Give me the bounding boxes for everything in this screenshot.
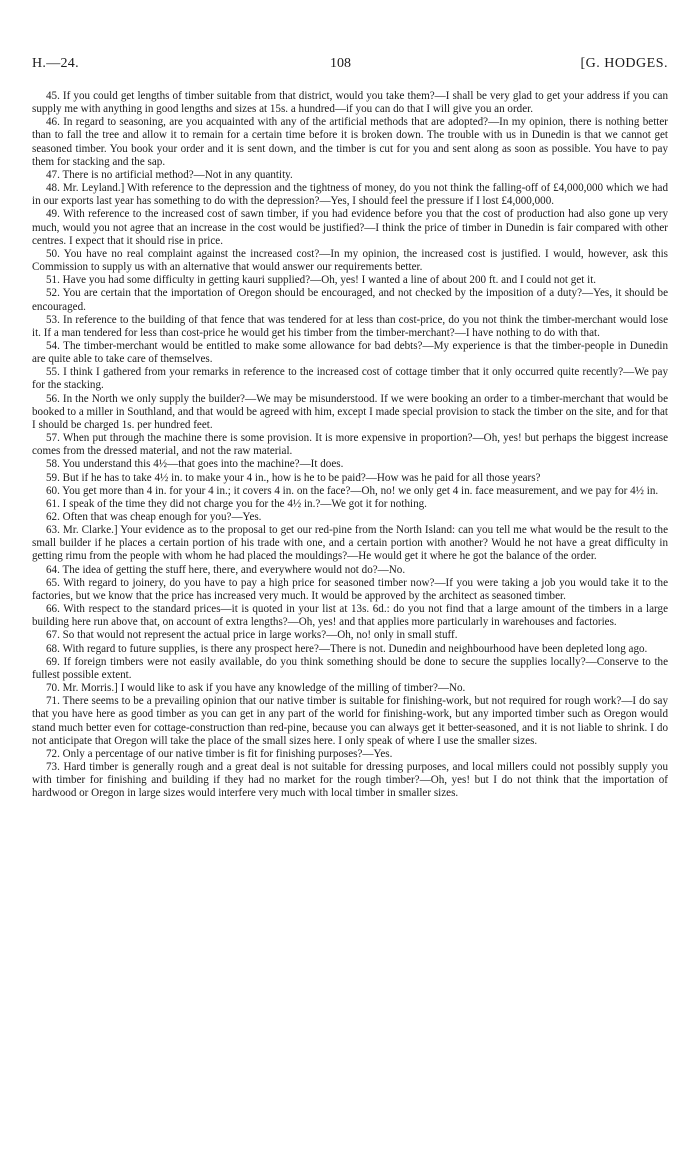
paragraph-58: 58. You understand this 4½—that goes into the machine?—It does.: [46, 458, 344, 471]
page-number: 108: [330, 56, 351, 71]
paragraph-70: 70. Mr. Morris.] I would like to ask if you have any knowledge of the milling of timber?—No.: [46, 682, 466, 695]
paragraph-62: 62. Often that was cheap enough for you?—Yes.: [46, 511, 262, 523]
evidence-body: [32, 90, 668, 800]
witness-name: [G. HODGES.: [580, 56, 668, 71]
document-page: [32, 56, 668, 800]
document-reference: H.—24.: [32, 56, 79, 71]
paragraph-55: 55. I think I gathered from your remarks in reference to the increased cost of cottage timber that it only occurred quite recently?—We pay for the stacking.: [32, 366, 668, 392]
page-header: [32, 56, 668, 82]
paragraph-45: 45. If you could get lengths of timber suitable from that district, would you take them?—I shall be very glad to get your address if you can supply me with anything in good lengths and sizes at 15s. a hundred—if you can do that I will give you an order.: [32, 90, 668, 116]
paragraph-66: 66. With respect to the standard prices—it is quoted in your list at 13s. 6d.: do you not find that a large amount of the timbers in a large building here run above that, on account of extra lengths?—Oh, yes! and that applies more particularly in warehouses and factories.: [32, 603, 668, 629]
paragraph-54: 54. The timber-merchant would be entitled to make some allowance for bad debts?—My experience is that the timber-people in Dunedin are quite able to take care of themselves.: [32, 339, 668, 366]
paragraph-73: 73. Hard timber is generally rough and a great deal is not suitable for dressing purposes, and local millers could not possibly supply you with timber for finishing and building if they had no market for the rough timber?—Oh, yes! but I do not think that the importation of hardwood or Oregon in large sizes would interfere very much with local timber in smaller sizes.: [32, 760, 668, 800]
paragraph-65: 65. With regard to joinery, do you have to pay a high price for seasoned timber now?—If you were taking a job you would take it to the factories, but we know that the price has increased very much. It would be approved by the architect as seasoned timber.: [32, 576, 668, 602]
paragraph-50: 50. You have no real complaint against the increased cost?—In my opinion, the increased cost is justified. I would, however, ask this Commission to supply us with an alternative that would answer our requirements better.: [32, 247, 668, 274]
paragraph-67: 67. So that would not represent the actual price in large works?—Oh, no! only in small stuff.: [46, 629, 458, 642]
paragraph-51: 51. Have you had some difficulty in getting kauri supplied?—Oh, yes! I wanted a line of about 200 ft. and I could not get it.: [46, 274, 597, 287]
paragraph-57: 57. When put through the machine there is some provision. It is more expensive in proportion?—Oh, yes! but perhaps the biggest increase comes from the dressed material, and not the raw material.: [32, 432, 668, 458]
paragraph-46: 46. In regard to seasoning, are you acquainted with any of the artificial methods that are adopted?—In my opinion, there is nothing better than to fall the tree and allow it to remain for a certain time before it is broken down. The trouble with us in Dunedin is that we cannot get seasoned timber. You book your order and it is sent down, and the timber is cut for you and sent along as soon as possible. You have to pay them for stacking and the sap.: [32, 116, 668, 168]
paragraph-72: 72. Only a percentage of our native timber is fit for finishing purposes?—Yes.: [46, 747, 393, 760]
paragraph-48: 48. Mr. Leyland.] With reference to the depression and the tightness of money, do you not think the falling-off of £4,000,000 which we had in our exports last year has something to do with the depression?—Yes, I should feel the pressure if I lost £4,000,000.: [32, 182, 668, 208]
paragraph-49: 49. With reference to the increased cost of sawn timber, if you had evidence before you that the cost of production had also gone up very much, would you not agree that an increase in the cost would be justified?—I think the price of timber in Dunedin is fair compared with other centres. I expect that it should rise in price.: [32, 208, 668, 247]
paragraph-52: 52. You are certain that the importation of Oregon should be encouraged, and not checked by the imposition of a duty?—Yes, it should be encouraged.: [32, 287, 668, 313]
paragraph-71: 71. There seems to be a prevailing opinion that our native timber is suitable for finishing-work, but not required for rough work?—I do say that you have here as good timber as you can get in any part of the world for finishing-work, but any imported timber such as Oregon would stand much better even for cottage-construction than red-pine, because you can always get it better-seasoned, and it is not liable to shrink. I do not anticipate that Oregon will take the place of the small sizes here. I only speak of where I use the smaller sizes.: [32, 695, 668, 747]
paragraph-53: 53. In reference to the building of that fence that was tendered for at less than cost-price, do you not think the timber-merchant would lose it. If a man tendered for less than cost-price he would get his timber from the timber-merchant?—I have nothing to do with that.: [32, 313, 668, 339]
paragraph-47: 47. There is no artificial method?—Not in any quantity.: [46, 168, 293, 181]
paragraph-68: 68. With regard to future supplies, is there any prospect here?—There is not. Dunedin and neighbourhood have been depleted long ago.: [46, 642, 648, 655]
paragraph-59: 59. But if he has to take 4½ in. to make your 4 in., how is he to be paid?—How was he paid for all those years?: [46, 471, 541, 484]
paragraph-60: 60. You get more than 4 in. for your 4 in.; it covers 4 in. on the face?—Oh, no! we only get 4 in. face measurement, and we pay for 4½ in.: [46, 484, 659, 497]
paragraph-69: 69. If foreign timbers were not easily available, do you think something should be done to secure the supplies locally?—Conserve to the fullest possible extent.: [32, 655, 668, 681]
paragraph-63: 63. Mr. Clarke.] Your evidence as to the proposal to get our red-pine from the North Island: can you tell me what would be the result to the small builder if he places a certain portion of his trade with one, and a certain portion with another? Would he not have a great difficulty in getting rimu from the people with whom he had placed the mouldings?—He would get it where he got the balance of the order.: [32, 524, 668, 563]
paragraph-61: 61. I speak of the time they did not charge you for the 4½ in.?—We got it for nothing.: [46, 497, 427, 510]
paragraph-56: 56. In the North we only supply the builder?—We may be misunderstood. If we were booking an order to a timber-merchant that would be booked to a miller in Southland, and that would be agreed with him, except I made special provision to stack the timber on the site, and for that I should be charged 1s. per hundred feet.: [32, 392, 668, 431]
paragraph-64: 64. The idea of getting the stuff here, there, and everywhere would not do?—No.: [46, 563, 406, 576]
